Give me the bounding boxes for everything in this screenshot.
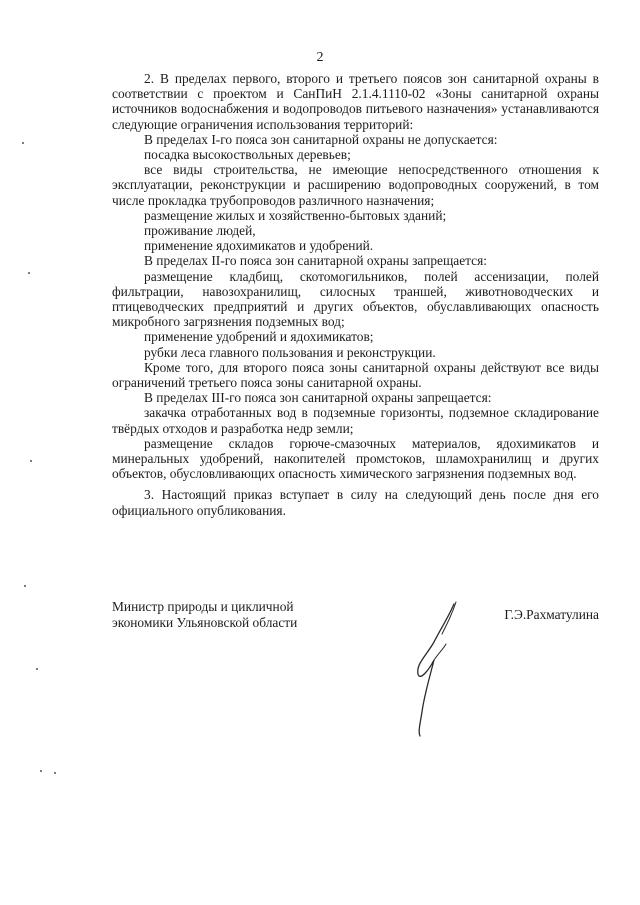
- page-number: 2: [316, 50, 324, 65]
- signer-title-line: Министр природы и цикличной: [112, 599, 294, 614]
- paragraph-zone2-item: применение удобрений и ядохимикатов;: [144, 329, 374, 345]
- paragraph-zone1-heading: В пределах I-го пояса зон санитарной охраны не допускается:: [144, 131, 498, 147]
- handwritten-signature-icon: [404, 600, 474, 740]
- paragraph-zone2-note: Кроме того, для второго пояса зоны санитарной охраны действуют все виды ограничений третьего пояса зоны санитарной охраны.: [112, 359, 599, 391]
- paragraph-clause-3: 3. Настоящий приказ вступает в силу на следующий день после дня его официального опубликования.: [112, 487, 599, 518]
- scan-speck: [24, 585, 26, 587]
- signer-title-line: экономики Ульяновской области: [112, 615, 298, 630]
- scan-speck: [54, 772, 56, 774]
- signer-title: [112, 599, 297, 631]
- paragraph-zone3-heading: В пределах III-го пояса зон санитарной охраны запрещается:: [144, 390, 492, 406]
- paragraph-zone1-item: посадка высокоствольных деревьев;: [144, 147, 351, 163]
- paragraph-zone1-item: все виды строительства, не имеющие непосредственного отношения к эксплуатации, реконструкции и расширению водопроводных сооружений, в том числе прокладка трубопроводов различного назначения;: [112, 162, 599, 208]
- paragraph-zone1-item: применение ядохимикатов и удобрений.: [144, 238, 374, 254]
- paragraph-zone2-item: рубки леса главного пользования и реконструкции.: [144, 344, 436, 360]
- scan-speck: [22, 142, 24, 144]
- scan-speck: [28, 272, 30, 274]
- paragraph-zone3-item: закачка отработанных вод в подземные горизонты, подземное складирование твёрдых отходов и разработка недр земли;: [112, 405, 599, 436]
- paragraph-zone3-item: размещение складов горюче-смазочных материалов, ядохимикатов и минеральных удобрений, накопителей промстоков, шламохранилищ и других объектов, обусловливающих опасность химического загрязнения подземных вод.: [112, 435, 599, 482]
- scan-speck: [30, 460, 32, 462]
- signer-name: Г.Э.Рахматулина: [504, 607, 599, 622]
- paragraph-zone1-item: проживание людей,: [144, 223, 256, 239]
- scan-speck: [40, 770, 42, 772]
- paragraph-zone2-item: размещение кладбищ, скотомогильников, полей ассенизации, полей фильтрации, навозохранилищ, силосных траншей, животноводческих и птицеводческих предприятий и других объектов, обуславливающих опасность микробного загрязнения подземных вод;: [112, 268, 599, 330]
- document-body: [112, 71, 599, 518]
- scan-speck: [36, 668, 38, 670]
- paragraph-zone1-item: размещение жилых и хозяйственно-бытовых зданий;: [144, 207, 447, 223]
- paragraph-zone2-heading: В пределах II-го пояса зон санитарной охраны запрещается:: [144, 253, 488, 269]
- paragraph-clause-2: 2. В пределах первого, второго и третьего поясов зон санитарной охраны в соответствии с проектом и СанПиН 2.1.4.1110-02 «Зоны санитарной охраны источников водоснабжения и водопроводов питьевого назначения» устанавливаются следующие ограничения использования территорий:: [112, 71, 599, 132]
